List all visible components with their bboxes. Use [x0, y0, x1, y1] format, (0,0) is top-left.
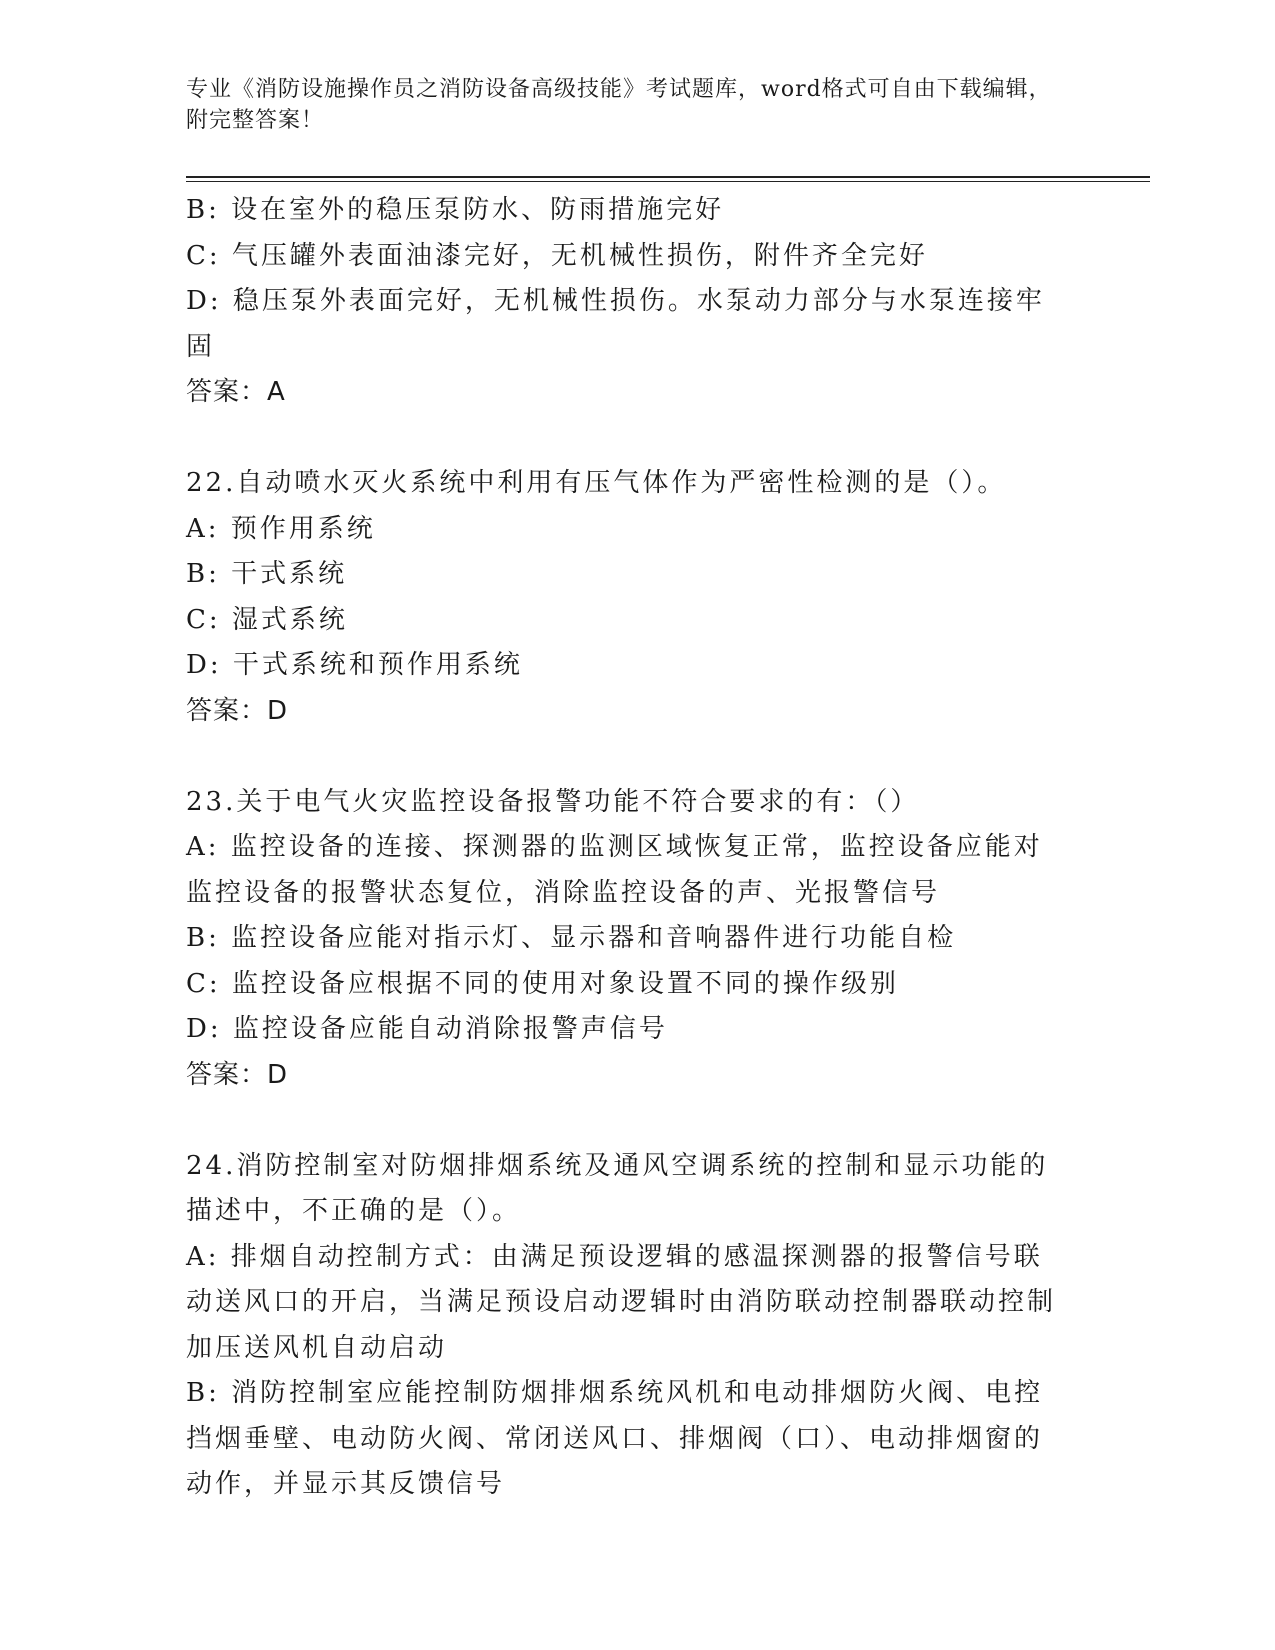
question-23: [186, 780, 1086, 1099]
option-b: B: 设在室外的稳压泵防水、防雨措施完好: [186, 195, 725, 225]
document-header: 专业《消防设施操作员之消防设备高级技能》考试题库，word格式可自由下载编辑，附完整答案！: [186, 77, 1052, 133]
option-a: A: 排烟自动控制方式：由满足预设逻辑的感温探测器的报警信号联动送风口的开启，当满足预设启动逻辑时由消防联动控制器联动控制加压送风机自动启动: [186, 1241, 1057, 1363]
spacer: [186, 1098, 1086, 1144]
question-22: [186, 461, 1086, 734]
answer-label: 答案：D: [186, 1059, 289, 1090]
prev-question-block: [186, 188, 1086, 416]
question-stem: 23.关于电气火灾监控设备报警功能不符合要求的有：（）: [186, 786, 920, 817]
option-d: D: 干式系统和预作用系统: [186, 650, 523, 680]
answer-label: 答案：A: [186, 377, 286, 407]
spacer: [186, 734, 1086, 780]
option-d: D: 监控设备应能自动消除报警声信号: [186, 1014, 668, 1044]
header-rule-thick: [186, 176, 1150, 178]
question-stem: 22.自动喷水灭火系统中利用有压气体作为严密性检测的是（）。: [186, 468, 1007, 498]
option-b: B: 监控设备应能对指示灯、显示器和音响器件进行功能自检: [186, 923, 957, 953]
question-content: [186, 188, 1086, 1508]
question-stem: 24.消防控制室对防烟排烟系统及通风空调系统的控制和显示功能的描述中，不正确的是（）。: [186, 1150, 1049, 1226]
header-rule-thin: [186, 181, 1150, 182]
option-c: C: 监控设备应根据不同的使用对象设置不同的操作级别: [186, 968, 899, 999]
question-24: [186, 1144, 1086, 1508]
spacer: [186, 416, 1086, 462]
option-d: D: 稳压泵外表面完好，无机械性损伤。水泵动力部分与水泵连接牢固: [186, 286, 1045, 362]
option-b: B: 干式系统: [186, 559, 348, 589]
option-b: B: 消防控制室应能控制防烟排烟系统风机和电动排烟防火阀、电控挡烟垂壁、电动防火阀、常闭送风口、排烟阀（口）、电动排烟窗的动作，并显示其反馈信号: [186, 1378, 1044, 1499]
option-c: C: 湿式系统: [186, 604, 348, 635]
answer-label: 答案：D: [186, 695, 289, 726]
option-a: A: 预作用系统: [186, 513, 376, 544]
option-a: A: 监控设备的连接、探测器的监测区域恢复正常，监控设备应能对监控设备的报警状态复位，消除监控设备的声、光报警信号: [186, 832, 1043, 908]
option-c: C: 气压罐外表面油漆完好，无机械性损伤，附件齐全完好: [186, 240, 928, 271]
